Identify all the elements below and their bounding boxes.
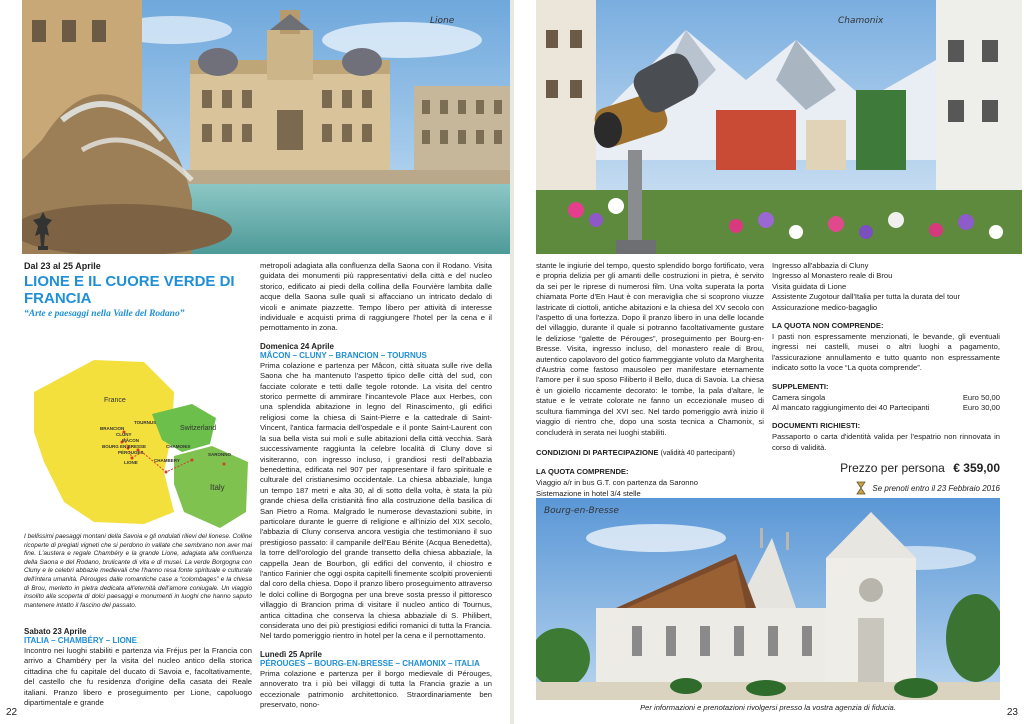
price-value: € 359,00 xyxy=(953,461,1000,476)
right-col2 xyxy=(772,261,1000,508)
statue-icon xyxy=(32,210,54,250)
hourglass-icon xyxy=(856,481,866,495)
excludes-text: I pasti non espressamente menzionati, le bevande, gli eventuali ingressi nei castelli, musei o altri luoghi a pagamento, l'assicurazione annullamento e tutto quanto non espressamente indicato sotto la voce “La quota comprende”. xyxy=(772,332,1000,373)
day2-route: MÂCON – CLUNY – BRANCION – TOURNUS xyxy=(260,350,427,360)
price-label: Prezzo per persona xyxy=(840,461,945,476)
page-number-right: 23 xyxy=(1006,707,1018,718)
supplement-value: Euro 50,00 xyxy=(962,392,1000,402)
brou-photo-illustration xyxy=(536,498,1000,700)
day1-text: Incontro nei luoghi stabiliti e partenza via Fréjus per la Francia con arrivo a Chambéry per la visita del nucleo antico della storica cittadina che fu capitale del ducato di Savoia e, facoltativamente, del castello che fu residenza d'origine della casata dei Reale italiani. Pranzo libero e proseguimento per Lione, capoluogo dipartimentale e grande xyxy=(24,646,252,708)
supplement-value: Euro 30,00 xyxy=(962,403,1000,413)
supplements-title: SUPPLEMENTI: xyxy=(772,381,829,391)
map-label-perouges: PÉROUGES xyxy=(118,450,144,455)
early-booking xyxy=(772,481,1000,495)
day1-continued-text: metropoli adagiata alla confluenza della Saona con il Rodano. Visita guidata dei monumenti più rappresentativi della città e del nucleo storico, edificato ai piedi della collina della Fourvière lambita dalle acque della Saona sulle quali si affacciano un intricato dedalo di vicoli e animate piazzette. Tempo libero per attività di interesse individuale e acquisti prima di raggiungere l'hotel per la cena e il pernottamento in zona. xyxy=(260,261,492,333)
right-page xyxy=(514,0,1024,724)
day1-block xyxy=(24,627,252,708)
lyon-photo-caption: Lione xyxy=(430,16,455,26)
day2-date: Domenica 24 Aprile xyxy=(260,341,334,351)
brou-photo-caption: Bourg-en-Bresse xyxy=(544,506,619,516)
lyon-photo xyxy=(22,0,510,254)
map-label-france: France xyxy=(104,397,126,404)
left-col2 xyxy=(260,261,492,710)
map-label-macon: MÂCON xyxy=(122,438,139,443)
chamonix-photo-caption: Chamonix xyxy=(838,16,884,26)
day3-date: Lunedì 25 Aprile xyxy=(260,649,322,659)
map-caption: I bellissimi paesaggi montani della Savoia e gli ondulati rilievi del lionese. Colline ricoperte di pregiati vigneti che si perdono in vallate che sembrano non aver mai fine. L'austera e regale Chambéry e la grande Lione, adagiata alla confluenza della Saona e del Rodano, brulicante di vita e di musei. La verde Borgogna con Cluny e le celebri abbazie medievali che l'hanno resa fonte spirituale e culturale dell'intera umanità. Pérouges dalle romantiche case a “colombages” e la chiesa di Brou, merletto in pietra dedicata all'eternità dell'amore coniugale. Un viaggio insolito alla scoperta di dolci paesaggi e monumenti in luoghi che hanno saputo mantenere intatto il fascino del passato. xyxy=(24,533,252,609)
map-label-saronno: SARONNO xyxy=(208,452,232,457)
day3-text: Prima colazione e partenza per il borgo medievale di Pérouges, annoverato tra i più bei villaggi di tutta la Francia grazie a un eccezionale patrimonio architettonico. Straordinariamente ben preservato, nono- xyxy=(260,668,492,710)
map-label-italy: Italy xyxy=(210,483,225,492)
map-label-lione: LIONE xyxy=(124,460,138,465)
page-number-left: 22 xyxy=(6,707,18,718)
map-label-bourg: BOURG EN BRESSE xyxy=(102,444,147,449)
day1-route: ITALIA – CHAMBÉRY – LIONE xyxy=(24,636,137,645)
trip-title: LIONE E IL CUORE VERDE DI FRANCIA xyxy=(24,273,235,307)
lyon-photo-illustration xyxy=(22,0,510,254)
supplement-label: Camera singola xyxy=(772,392,826,402)
includes-title: LA QUOTA COMPRENDE: xyxy=(536,467,629,477)
conditions-note: (validità 40 partecipanti) xyxy=(660,449,735,457)
documents-text: Passaporto o carta d'identità valida per l'espatrio non rinnovata in corso di validità. xyxy=(772,432,1000,452)
supplement-row xyxy=(772,403,1000,413)
includes-item: Assistente Zugotour dall'Italia per tutta la durata del tour xyxy=(772,292,961,302)
includes-item: Ingresso al Monastero reale di Brou xyxy=(772,271,893,281)
map-label-brancion: BRANCION xyxy=(100,426,125,431)
right-col1 xyxy=(536,261,764,510)
includes-item: Ingresso all'abbazia di Cluny xyxy=(772,261,869,270)
map-label-switzerland: Switzerland xyxy=(180,425,217,432)
brou-photo xyxy=(536,498,1000,700)
supplement-label: Al mancato raggiungimento dei 40 Partecipanti xyxy=(772,403,930,413)
includes-item: Visita guidata di Lione xyxy=(772,281,847,291)
supplement-row xyxy=(772,393,1000,403)
conditions-title: CONDIZIONI DI PARTECIPAZIONE xyxy=(536,447,659,457)
day2-text: Prima colazione e partenza per Mâcon, città situata sulle rive della Saona che ha mantenuto l'aspetto tipico delle città del sud, con facciate colorate e tetti dalle tegole rotonde. La visita del centro storico permette di ammirare l'incantevole Place aux Herbes, con una splendida abitazione in legno del Rinascimento, gli edifici religiosi come la chiesa di Saint-Pierre e la cattedrale di Saint-Vincent, l'antica farmacia dell'ospedale e il ponte Saint-Laurent con la sua bella vista sui moli e sulle abitazioni della città vecchia. Sarà successivamente raggiunta la celebre località di Cluny dove si visiteranno, con ingresso incluso, i grandiosi resti dell'abbazia benedettina, edificata nel 907 per rappresentare il faro spirituale e culturale del cristianesimo occidentale. La chiesa abbaziale, lunga un tempo 187 metri e alta 30, al di sotto della volta, è stata la più grande chiesa della cristianità fino alla costruzione della basilica di San Pietro a Roma. Malgrado le numerose devastazioni subite, in particolare durante le guerre di religione e all'inizio del XIX secolo, l'abbazia di Cluny conserva ancora vestigia che testimoniano il suo prestigioso passato: il campanile dell'Eau Bénite (Acqua Benedetta), la torre dell'orologio del grande transetto della chiesa abbaziale, la cappella Jean de Bourbon, gli edifici del convento, il chiostro e l'antico Farinier che oggi ospita capitelli finemente scolpiti provenienti dal coro della chiesa. Dopo il pranzo libero proseguimento attraverso le dolci colline di Borgogna per una breve sosta presso il pittoresco villaggio di Brancion prima di visitare il nucleo antico di Tournus, antica cittadina che conserva la chiesa abbaziale di S. Philibert, considerata uno dei più prestigiosi edifici romanici di tutta la Francia. Nel tardo pomeriggio rientro in hotel per la cena e il pernottamento. xyxy=(260,360,492,641)
chamonix-photo xyxy=(536,0,1022,254)
map-label-tournus: TOURNUS xyxy=(134,420,157,425)
early-label: Se prenoti entro il 23 Febbraio 2016 xyxy=(872,483,1000,493)
route-map-svg xyxy=(24,352,252,532)
trip-date-range: Dal 23 al 25 Aprile xyxy=(24,261,101,271)
day1-date: Sabato 23 Aprile xyxy=(24,627,87,636)
map-label-chamonix: CHAMONIX xyxy=(166,444,191,449)
includes-item: Viaggio a/r in bus G.T. con partenza da Saronno xyxy=(536,478,698,488)
map-label-chambery: CHAMBERY xyxy=(154,458,180,463)
includes-item: Sistemazione in hotel 3/4 stelle xyxy=(536,488,641,498)
excludes-title: LA QUOTA NON COMPRENDE: xyxy=(772,321,884,331)
includes-item: Assicurazione medico-bagaglio xyxy=(772,302,878,312)
route-map xyxy=(24,352,252,532)
map-label-cluny: CLUNY xyxy=(116,432,132,437)
day3-route: PÉROUGES – BOURG-EN-BRESSE – CHAMONIX – ITALIA xyxy=(260,658,480,668)
trip-subtitle: “Arte e paesaggi nella Valle del Rodano” xyxy=(24,309,185,319)
footer-note: Per informazioni e prenotazioni rivolgersi presso la vostra agenzia di fiducia. xyxy=(640,703,896,712)
chamonix-photo-illustration xyxy=(536,0,1022,254)
day3-continued-text: stante le ingiurie del tempo, questo splendido borgo fortificato, vera e propria delizia per gli amanti delle costruzioni in pietra, è servito da sei per le riprese di numerosi film. Una volta superata la porta chiamata Porte d'En Haut è con meraviglia che si scoprono viuzze lastricate di ciottoli, antiche abitazioni e la chiesa del XV secolo con l'aspetto di una fortezza. Dopo il pranzo libero in una delle locande del villaggio, durante il quale si potranno facoltativamente gustare le deliziose “galette de Pérouges”, proseguimento per Bourg-en-Bresse. Visita, ingresso incluso, del monastero reale di Brou, autentico capolavoro del gotico fiammeggiante voluto da Margherita d'Austria come fastoso mausoleo per manifestare eternamente l'amore per il suo sposo Filiberto il Bello, duca di Savoia. La chiesa è un gioiello riccamente decorato: le tombe, la pala d'altare, le statue e le vetrate colorate ne fanno un eccezionale museo di scultura fiamminga del XVI sec. Nel tardo pomeriggio avrà inizio il viaggio di rientro che, dopo una sosta tecnica a Chamonix, si concluderà in serata nei luoghi stabiliti. xyxy=(536,261,764,437)
documents-title: DOCUMENTI RICHIESTI: xyxy=(772,421,861,431)
left-page xyxy=(0,0,510,724)
price-line xyxy=(772,459,1000,477)
